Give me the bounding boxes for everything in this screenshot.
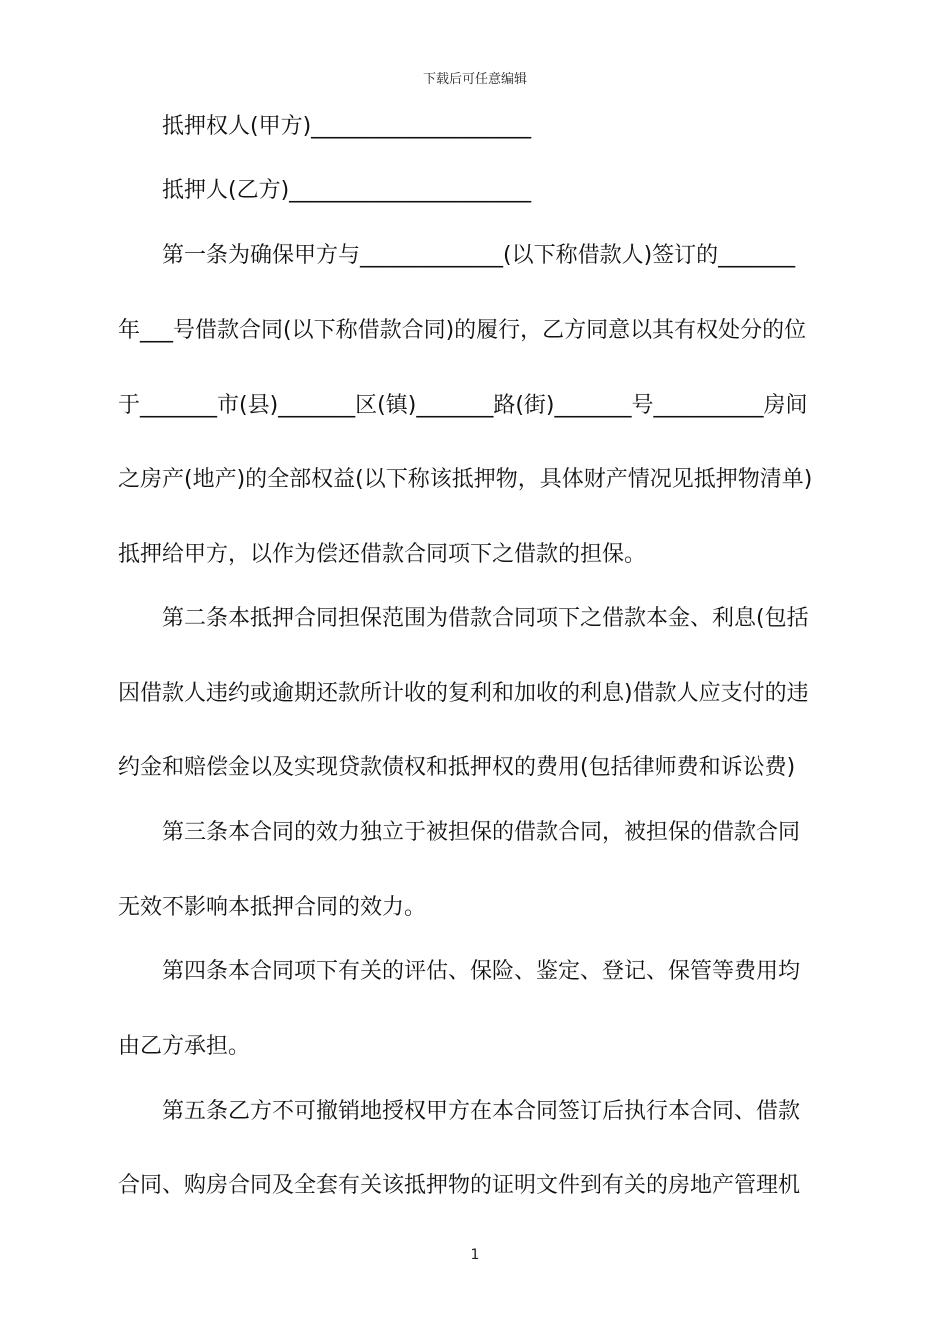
article-5-line-1: 第五条乙方不可撤销地授权甲方在本合同签订后执行本合同、借款: [162, 1099, 801, 1124]
article-4-line-1: 第四条本合同项下有关的评估、保险、鉴定、登记、保管等费用均: [162, 959, 801, 984]
page-header: 下载后可任意编辑: [422, 72, 527, 87]
article-3-line-1: 第三条本合同的效力独立于被担保的借款合同，被担保的借款合同: [162, 820, 801, 845]
article-1-line-1: 第一条为确保甲方与_____________(以下称借款人)签订的_______: [162, 243, 796, 268]
mortgagor-line: 抵押人(乙方)______________________: [162, 178, 532, 203]
article-5-line-2: 合同、购房合同及全套有关该抵押物的证明文件到有关的房地产管理机: [118, 1173, 801, 1198]
article-2-line-2: 因借款人违约或逾期还款所计收的复利和加收的利息)借款人应支付的违: [118, 681, 809, 706]
article-1-line-5: 抵押给甲方，以作为偿还借款合同项下之借款的担保。: [118, 542, 647, 567]
article-3-line-2: 无效不影响本抵押合同的效力。: [118, 895, 427, 920]
article-4-line-2: 由乙方承担。: [118, 1034, 251, 1059]
mortgagee-line: 抵押权人(甲方)____________________: [162, 114, 532, 139]
article-1-line-4: 之房产(地产)的全部权益(以下称该抵押物，具体财产情况见抵押物清单): [118, 467, 813, 492]
article-2-line-3: 约金和赔偿金以及实现贷款债权和抵押权的费用(包括律师费和诉讼费): [118, 755, 796, 780]
page-number: 1: [470, 1247, 480, 1263]
article-1-line-2: 年___号借款合同(以下称借款合同)的履行，乙方同意以其有权处分的位: [118, 318, 807, 343]
article-1-line-3: 于_______市(县)_______区(镇)_______路(街)_______号__________房间: [118, 393, 808, 418]
article-2-line-1: 第二条本抵押合同担保范围为借款合同项下之借款本金、利息(包括: [162, 606, 809, 631]
